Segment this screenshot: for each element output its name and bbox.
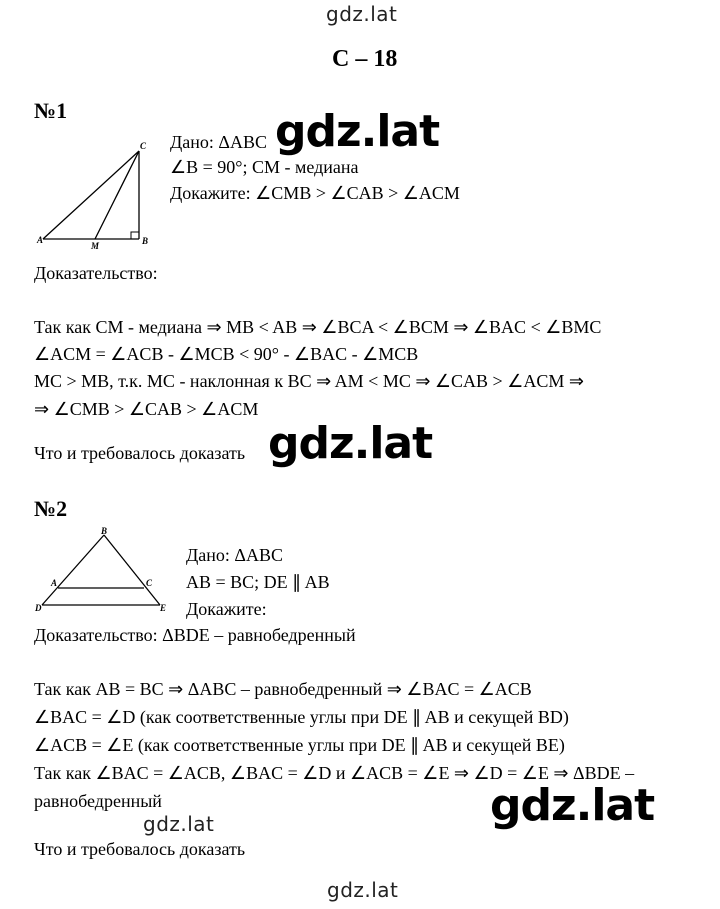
problem-1-given-2: ∠B = 90°; CM - медиана: [170, 157, 359, 177]
label-b: B: [142, 236, 149, 246]
segment-ac: [43, 151, 139, 239]
problem-1-line-3: MC > MB, т.к. MC - наклонная к BC ⇒ AM < MC ⇒ ∠CAB > ∠ACM ⇒: [34, 371, 584, 391]
label-d: D: [35, 603, 42, 613]
label-c: C: [146, 578, 153, 588]
segment-bd: [42, 535, 104, 605]
problem-2-prove: Докажите:: [186, 599, 267, 619]
problem-2-line-1: Так как AB = BC ⇒ ΔABC – равнобедренный ⇒ ∠BAC = ∠ACB: [34, 679, 532, 699]
problem-2-line-2: ∠BAC = ∠D (как соответственные углы при DE ∥ AB и секущей BD): [34, 707, 569, 727]
problem-2-figure: [34, 525, 179, 615]
problem-2-proof-line: Доказательство: ΔBDE – равнобедренный: [34, 625, 356, 645]
problem-1-figure: [34, 138, 154, 250]
problem-1-line-4: ⇒ ∠CMB > ∠CAB > ∠ACM: [34, 399, 259, 419]
problem-2-line-5: равнобедренный: [34, 791, 162, 811]
median-cm: [95, 151, 139, 239]
watermark-problem-2-big: gdz.lat: [490, 780, 655, 831]
problem-1-line-2: ∠ACM = ∠ACB - ∠MCB < 90° - ∠BAC - ∠MCB: [34, 344, 419, 364]
watermark-problem-1-conclusion: gdz.lat: [268, 418, 433, 469]
watermark-bottom: gdz.lat: [327, 878, 399, 902]
problem-2-conclusion: Что и требовалось доказать: [34, 839, 246, 859]
label-m: M: [91, 241, 100, 250]
label-e: E: [160, 603, 167, 613]
right-angle-mark: [131, 232, 139, 239]
problem-1-prove: Докажите: ∠CMB > ∠CAB > ∠ACM: [170, 183, 460, 203]
problem-1-proof-label: Доказательство:: [34, 263, 158, 283]
watermark-top: gdz.lat: [326, 2, 398, 26]
problem-1-number: №1: [34, 98, 68, 123]
problem-2-given-2: AB = BC; DE ∥ AB: [186, 572, 330, 592]
problem-2-number: №2: [34, 496, 68, 521]
page-title: С – 18: [332, 46, 398, 72]
label-b: B: [101, 526, 108, 536]
label-c: C: [140, 141, 147, 151]
watermark-problem-2-small: gdz.lat: [143, 812, 215, 836]
problem-1-conclusion: Что и требовалось доказать: [34, 443, 246, 463]
watermark-problem-1-top: gdz.lat: [275, 106, 440, 157]
problem-2-line-4: Так как ∠BAC = ∠ACB, ∠BAC = ∠D и ∠ACB = ∠E ⇒ ∠D = ∠E ⇒ ΔBDE –: [34, 763, 635, 783]
segment-be: [104, 535, 160, 605]
problem-1-given-1: Дано: ΔABC: [170, 132, 267, 152]
problem-1-line-1: Так как CM - медиана ⇒ MB < AB ⇒ ∠BCA < ∠BCM ⇒ ∠BAC < ∠BMC: [34, 317, 602, 337]
label-a: A: [51, 578, 58, 588]
problem-2-line-3: ∠ACB = ∠E (как соответственные углы при DE ∥ AB и секущей BE): [34, 735, 565, 755]
label-a: A: [37, 235, 44, 245]
problem-2-given-1: Дано: ΔABC: [186, 545, 283, 565]
